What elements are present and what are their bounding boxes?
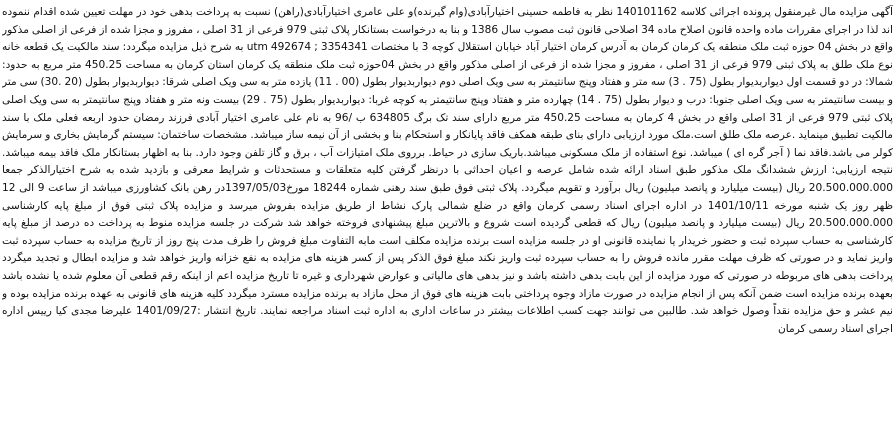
auction-notice-text: آگهی مزایده مال غیرمنقول پرونده اجرائی کلاسه 140101162 نظر به فاطمه حسینی اختیارآبادی(وام گیرنده)و علی عامری اختیارآبادی(راهن) نسبت به پرداخت بدهی خود در مهلت تعیین شده اقدام ننموده اند لذا در اجرای مقررات ماده واحده قانون اصلاح ماده 34 اصلاحی قانون ثبت مصوب سال 1386 و بنا به درخواست بستانکار پلاک ثبتی 979 فرعی از 31 اصلی ، مفروز و مجزا شده از فرعی از اصلی مذکور واقع در بخش 04 حوزه ثبت ملک منطقه یک کرمان کرمان به آدرس کرمان اختیار آباد خیابان استقلال کوچه 3 با مختصات utm 492674 ; 3354341 به شرح ذیل مزایده میگردد: سند مالکیت یک قطعه خانه نوع ملک طلق به پلاک ثبتی 979 فرعی از 31 اصلی ، مفروز و مجزا شده از فرعی از اصلی مذکور واقع در بخش 04حوزه ثبت ملک منطقه یک کرمان استان کرمان به مساحت 450.25 متر مربع به حدود: شمالا: در دو قسمت اول دیواربدیوار بطول (75 . 3) سه متر و هفتاد وپنج سانتیمتر به سی ویک اصلی دوم دیواربدیوار بطول (00 . 11) یازده متر به سی ویک اصلی شرقا: دیواربدیوار بطول (20 .30) سی متر و بیست سانتیمتر به سی ویک اصلی جنوبا: درب و دیوار بطول (75 . 14) چهارده متر و هفتاد وپنج سانتیمتر به کوچه غربا: دیواربدیوار بطول (75 . 29) بیست ونه متر و هفتاد وپنج سانتیمتر به سی ویک اصلی پلاک ثبتی 979 فرعی از 31 اصلی واقع در بخش 4 کرمان به مساحت 450.25 متر مربع دارای سند تک برگ 634805 ب /96 به نام علی عامری اختیار آبادی فرزند رمضان حدود اربعه فعلی ملک با سند مالکیت تطبیق مینماید .عرصه ملک طلق است.ملک مورد ارزیابی دارای بنای طبقه همکف فاقد پایانکار و استحکام بنا و بخشی از آن نیمه ساز میباشد. مشخصات ساختمان: سیستم گرمایش بخاری و سرمایش کولر می باشد.فاقد نما ( آجر گره ای ) میباشد. نوع استفاده از ملک مسکونی میباشد.باریک سازی در حیاط. برروی ملک امتیازات آب ، برق و گاز تلفن وجود دارد. بنا به اظهار بستانکار ملک فاقد بیمه میباشد. نتیجه ارزیابی: ارزش ششدانگ ملک مذکور طبق اسناد ارائه شده شامل عرصه و اعیان احداثی با درنظر گرفتن کلیه متعلقات و مستحدثات و شرایط معرفی و بازدید شده به شرح اختیارالذکر جمعا 20.500.000.000 ریال (بیست میلیارد و پانصد میلیون) ریال برآورد و تقویم میگردد. پلاک ثبتی فوق طبق سند رهنی شماره 18244 مورخ1397/05/03در رهن بانک کشاورزی میباشد از ساعت 9 الی 12 ظهر روز یک شنبه مورخه 1401/10/11 در اداره اجرای اسناد رسمی کرمان واقع در ضلع شمالی پارک نشاط از طریق مزایده بفروش میرسد و مزایده پلاک ثبتی فوق از مبلغ پایه کارشناسی 20.500.000.000 ریال (بیست میلیارد و پانصد میلیون) ریال که قطعی گردیده است شروع و بالاترین مبلغ پیشنهادی فروخته خواهد شد شرکت در جلسه مزایده منوط به پرداخت ده درصد از مبلغ پایه کارشناسی به حساب سپرده ثبت و حضور خریدار یا نماینده قانونی او در جلسه مزایده است برنده مزایده مکلف است مابه التفاوت مبلغ فروش را ظرف مدت پنج روز از تاریخ مزایده به حساب سپرده ثبت واریز نماید و در صورتی که ظرف مهلت مقرر مانده فروش را به حساب سپرده ثبت واریز نکند مبلغ فوق الذکر پس از کسر هزینه های مزایده به نفع خزانه واریز خواهد شد و مزایده ابطال و تجدید میگردد پرداخت بدهی های مربوطه در صورتی که مورد مزایده از این بابت بدهی داشته باشد و نیز بدهی های مالیاتی و عوارض شهرداری و غیره تا تاریخ مزایده اعم از اینکه رقم قطعی آن معلوم شده یا نشده باشد بعهده برنده مزایده است ضمن آنکه پس از انجام مزایده در صورت مازاد وجوه پرداختی بابت هزینه های فوق از محل مازاد به برنده مزایده مسترد میگردد کلیه هزینه های قانونی به عهده برنده مزایده بوده و نیم عشر و حق مزایده نقداً وصول خواهد شد. طالبین می توانند جهت کسب اطلاعات بیشتر در ساعات اداری به اداره ثبت اسناد مراجعه نمایند. تاریخ انتشار :1401/09/27 علیرضا مجدی کیا رییس اداره اجرای اسناد رسمی کرمان — [2, 6, 893, 335]
